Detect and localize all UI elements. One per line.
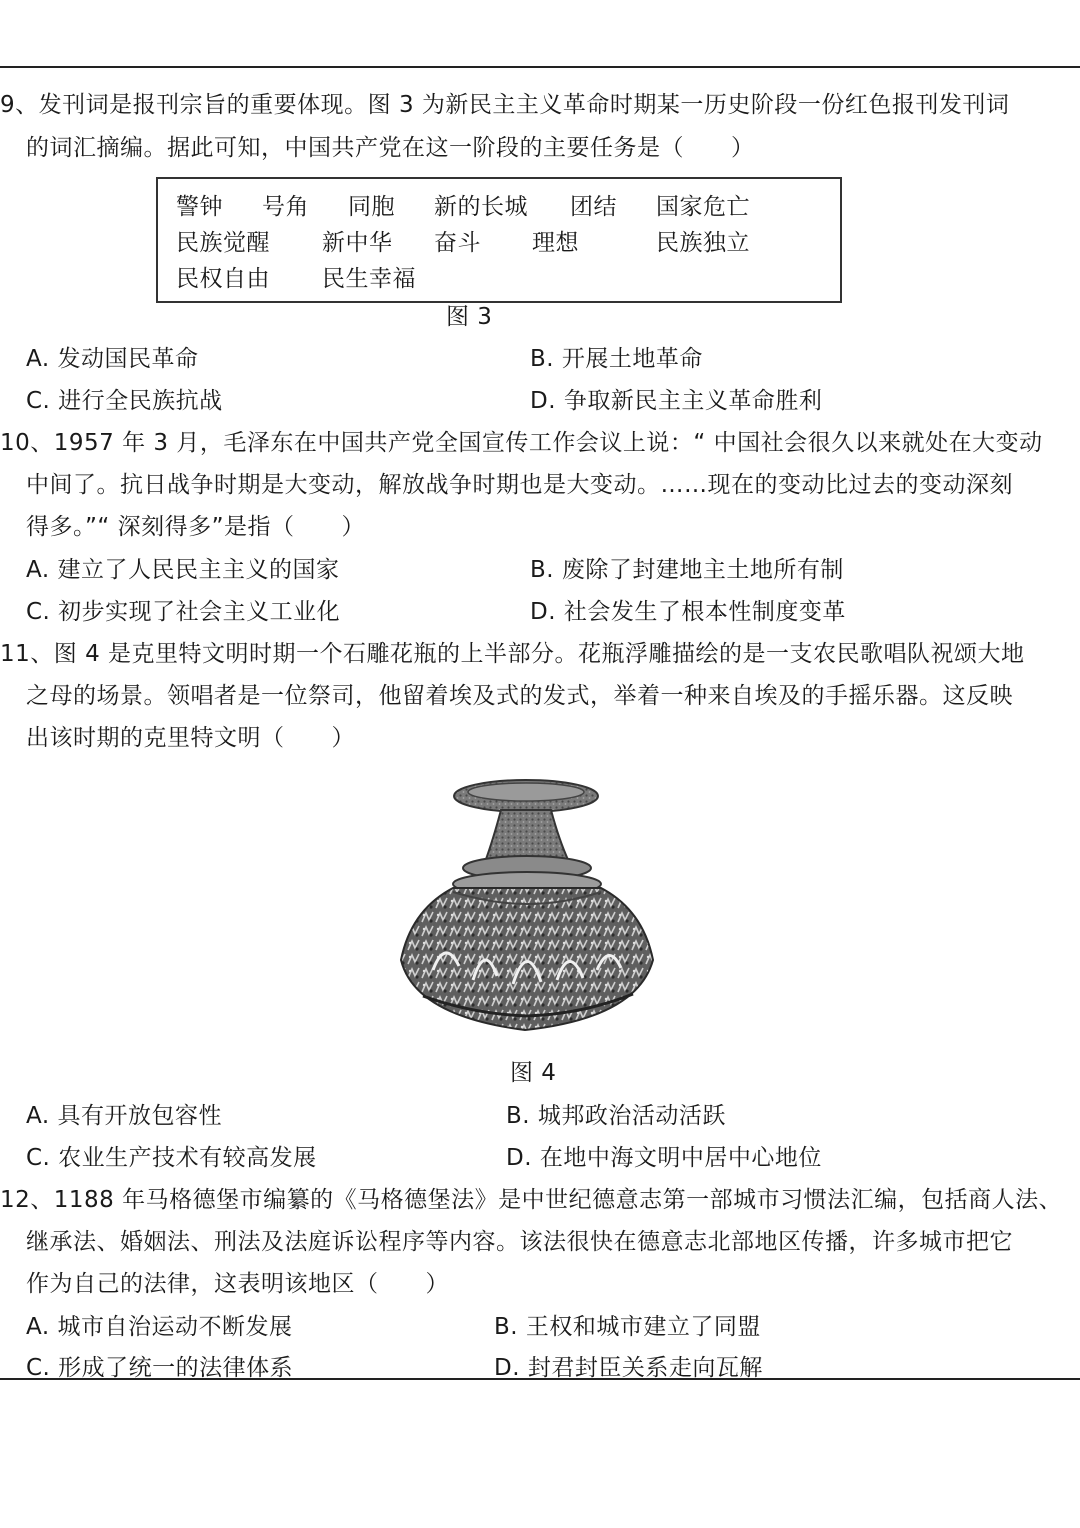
question-12-line-3: 作为自己的法律，这表明该地区（ ） <box>26 1271 449 1297</box>
option-b: B. 开展土地革命 <box>530 346 703 372</box>
option-d: D. 社会发生了根本性制度变革 <box>530 599 846 625</box>
option-d: D. 在地中海文明中居中心地位 <box>506 1145 822 1171</box>
option-b: B. 王权和城市建立了同盟 <box>494 1314 761 1340</box>
figure-3-caption: 图 3 <box>446 304 493 330</box>
option-b: B. 废除了封建地主土地所有制 <box>530 557 844 583</box>
question-10-line-3: 得多。”“ 深刻得多”是指（ ） <box>26 514 366 540</box>
question-12-line-2: 继承法、婚姻法、刑法及法庭诉讼程序等内容。该法很快在德意志北部地区传播，许多城市把它 <box>26 1229 1013 1255</box>
figure-3-word: 民权自由 <box>176 266 270 292</box>
figure-3-word: 民族独立 <box>656 230 750 256</box>
question-11-line-3: 出该时期的克里特文明（ ） <box>26 725 355 751</box>
question-9-line-2: 的词汇摘编。据此可知，中国共产党在这一阶段的主要任务是（ ） <box>26 135 755 161</box>
option-b: B. 城邦政治活动活跃 <box>506 1103 726 1129</box>
option-a: A. 城市自治运动不断发展 <box>26 1314 293 1340</box>
question-10-line-2: 中间了。抗日战争时期是大变动，解放战争时期也是大变动。……现在的变动比过去的变动深刻 <box>26 472 1013 498</box>
question-11-line-2: 之母的场景。领唱者是一位祭司，他留着埃及式的发式，举着一种来自埃及的手摇乐器。这反映 <box>26 683 1013 709</box>
figure-3-word: 同胞 <box>348 194 395 220</box>
figure-3-word: 新中华 <box>322 230 393 256</box>
option-a: A. 具有开放包容性 <box>26 1103 222 1129</box>
option-a: A. 建立了人民民主主义的国家 <box>26 557 340 583</box>
option-c: C. 初步实现了社会主义工业化 <box>26 599 341 625</box>
figure-3-word: 新的长城 <box>434 194 528 220</box>
option-c: C. 进行全民族抗战 <box>26 388 223 414</box>
question-9-line-1: 9、发刊词是报刊宗旨的重要体现。图 3 为新民主主义革命时期某一历史阶段一份红色报刊发刊词 <box>0 92 1010 118</box>
option-c: C. 形成了统一的法律体系 <box>26 1355 294 1381</box>
option-d: D. 争取新民主主义革命胜利 <box>530 388 823 414</box>
question-10-line-1: 10、1957 年 3 月，毛泽东在中国共产党全国宣传工作会议上说：“ 中国社会很久以来就处在大变动 <box>0 430 1043 456</box>
top-page-edge-line <box>0 66 1080 68</box>
figure-3-word: 理想 <box>532 230 579 256</box>
figure-3-word: 奋斗 <box>434 230 481 256</box>
option-a: A. 发动国民革命 <box>26 346 199 372</box>
figure-4-caption: 图 4 <box>510 1060 557 1086</box>
figure-3-word: 号角 <box>262 194 309 220</box>
figure-4-stone-vase-image <box>393 770 663 1040</box>
figure-3-word: 团结 <box>570 194 617 220</box>
question-12-line-1: 12、1188 年马格德堡市编纂的《马格德堡法》是中世纪德意志第一部城市习惯法汇编，包括商人法、 <box>0 1187 1063 1213</box>
figure-3-word: 警钟 <box>176 194 223 220</box>
bottom-page-edge-line <box>0 1378 1080 1380</box>
figure-3-word: 国家危亡 <box>656 194 750 220</box>
figure-3-word: 民族觉醒 <box>176 230 270 256</box>
figure-3-word-box <box>156 177 842 303</box>
option-d: D. 封君封臣关系走向瓦解 <box>494 1355 763 1381</box>
figure-3-word: 民生幸福 <box>322 266 416 292</box>
option-c: C. 农业生产技术有较高发展 <box>26 1145 317 1171</box>
question-11-line-1: 11、图 4 是克里特文明时期一个石雕花瓶的上半部分。花瓶浮雕描绘的是一支农民歌唱队祝颂大地 <box>0 641 1025 667</box>
